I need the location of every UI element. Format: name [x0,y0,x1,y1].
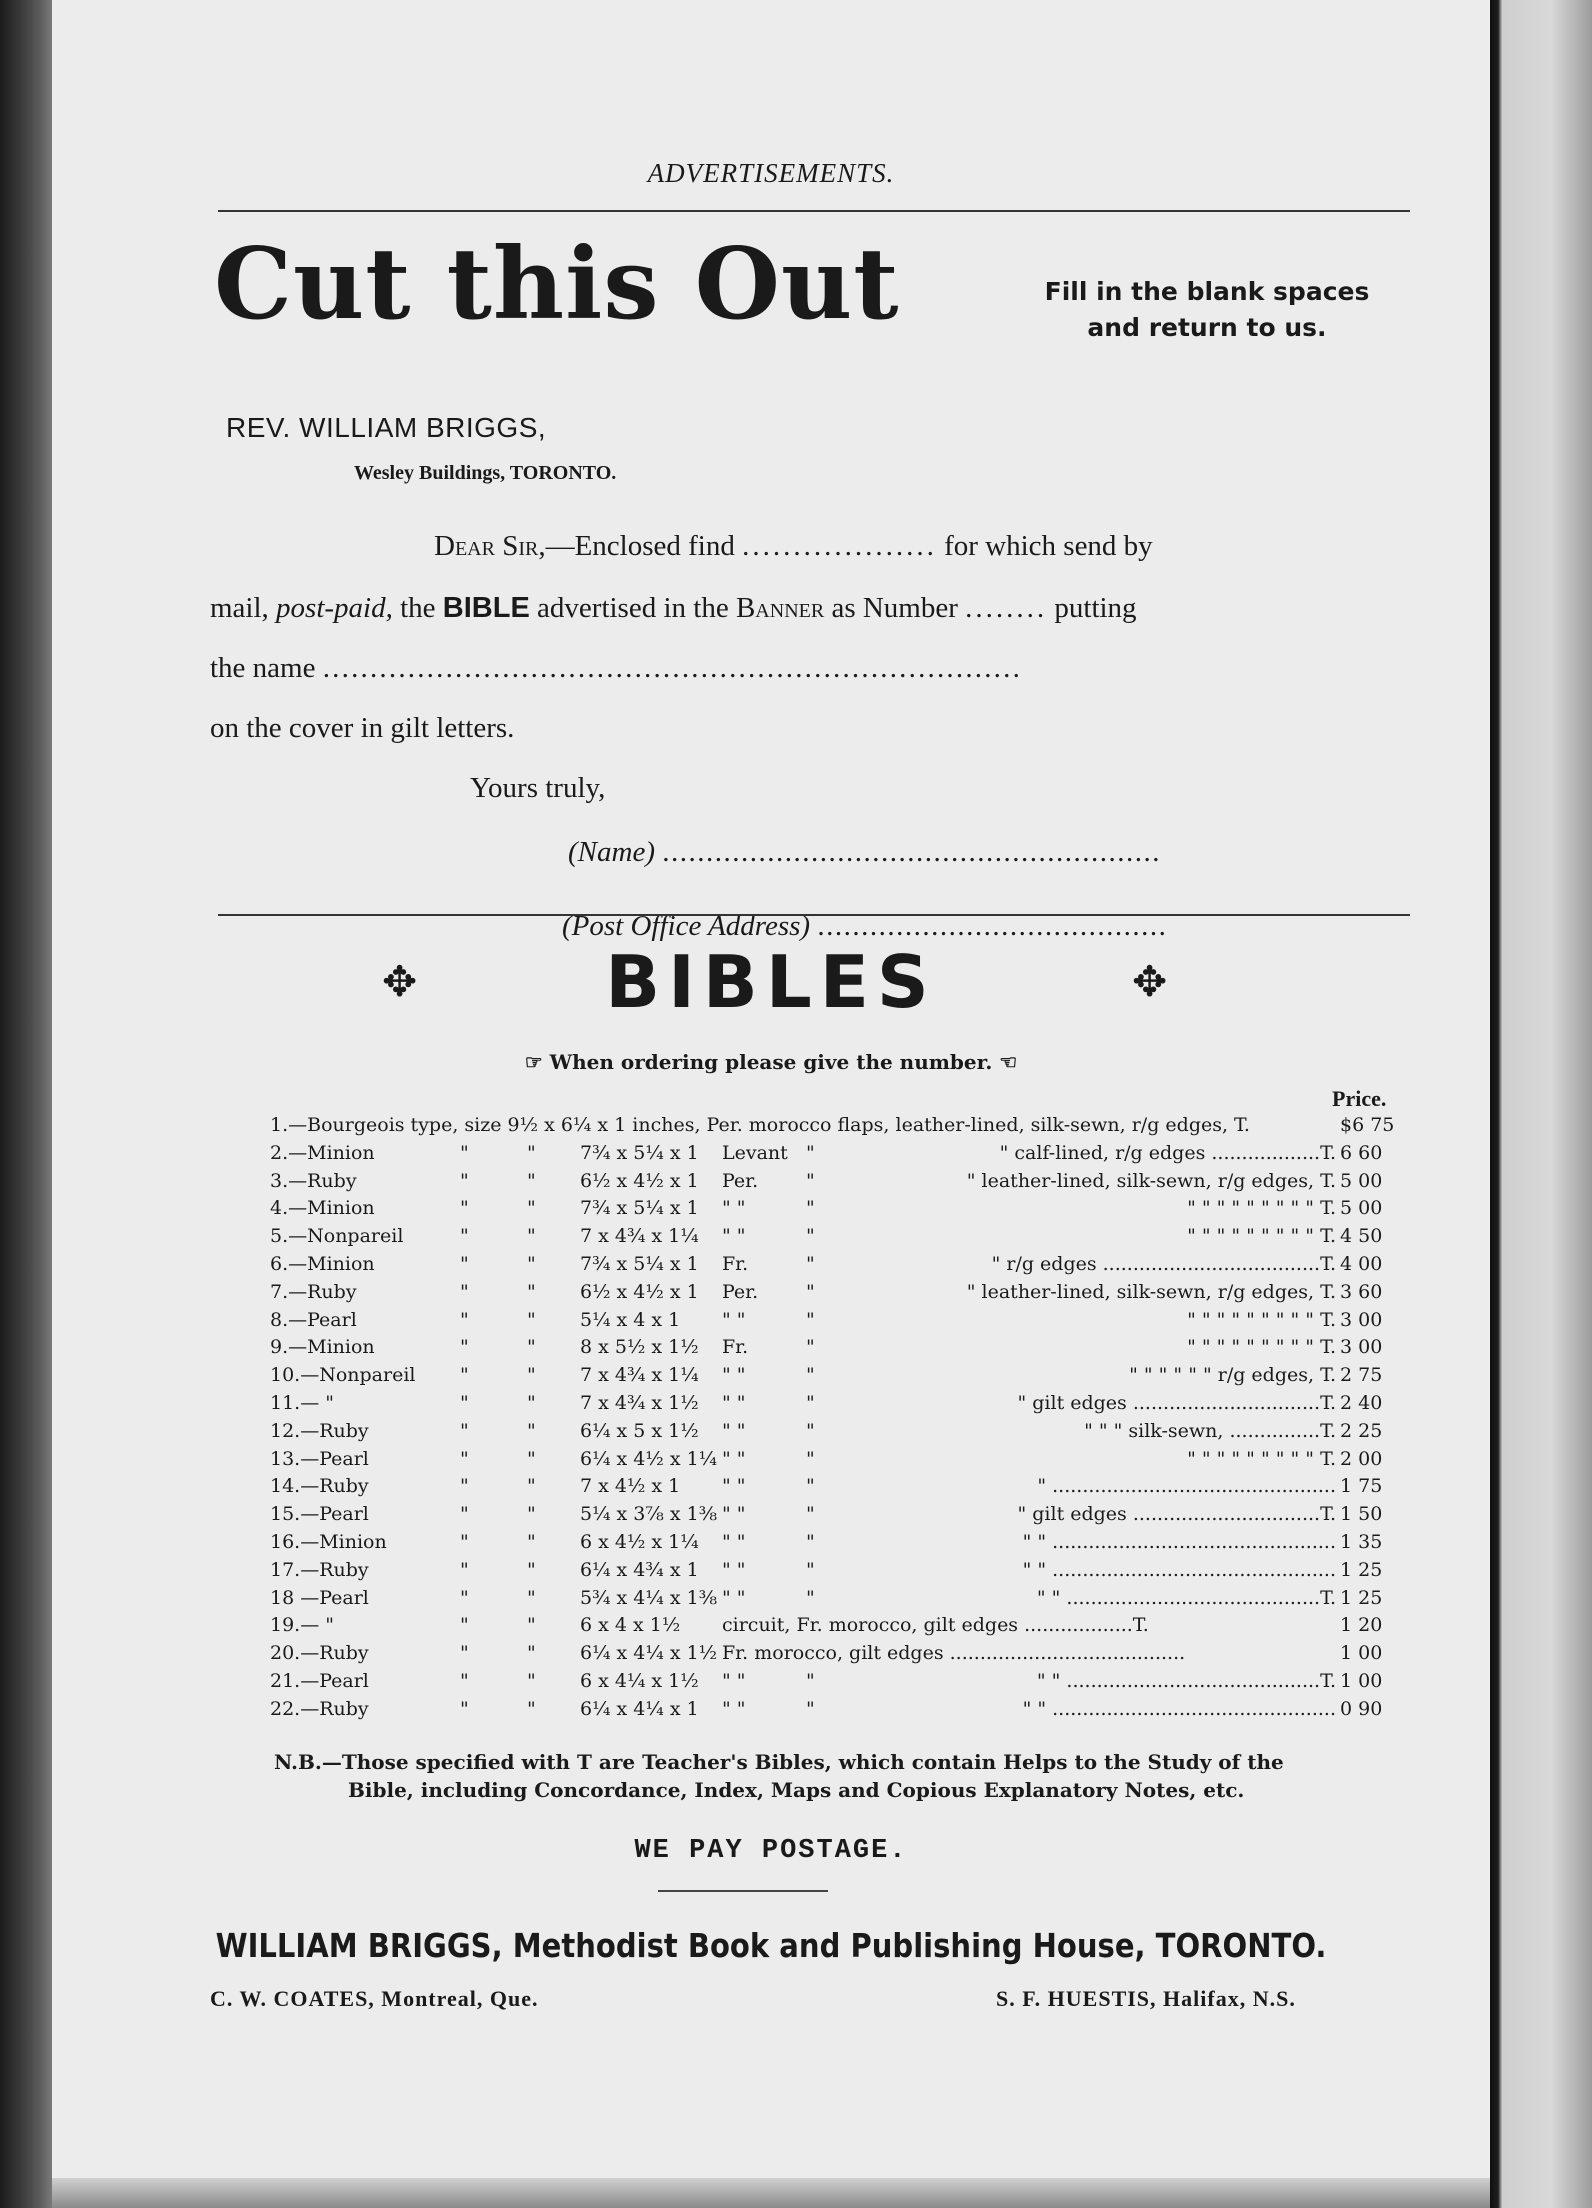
bible-price: 1 35 [1340,1530,1383,1553]
ditto-mark: " [460,1586,469,1609]
bible-binding: " " [722,1697,746,1720]
bible-finish: " " ..........................................T. [1036,1586,1336,1609]
bible-row [270,1362,1410,1390]
name-on-cover-blank[interactable]: .......................................................................... [322,652,1023,684]
ditto-mark: " [806,1308,815,1331]
bible-row [270,1501,1410,1529]
bible-finish: " " ..........................................T. [1036,1669,1336,1692]
ditto-mark: " [806,1197,815,1220]
ditto-mark: " [460,1475,469,1498]
bible-type: 14.—Ruby [270,1475,369,1498]
ditto-mark: " [806,1391,815,1414]
ditto-mark: " [806,1252,815,1275]
bible-size: 7 x 4¾ x 1¼ [580,1225,699,1248]
putting-text: putting [1054,592,1137,624]
ditto-mark: " [806,1503,815,1526]
post-office-blank[interactable]: ........................................ [817,910,1168,942]
bibles-title: BIBLES [605,940,937,1024]
bible-size: 7¾ x 5¼ x 1 [580,1141,699,1164]
running-head: ADVERTISEMENTS. [647,158,895,188]
ditto-mark: " [806,1280,815,1303]
ditto-mark: " [527,1308,536,1331]
enclosed-blank[interactable]: ................... [742,530,937,562]
bible-type: 13.—Pearl [270,1447,369,1470]
bible-price: 1 00 [1340,1669,1383,1692]
bible-row [270,1251,1410,1279]
mail-text: mail, [210,592,269,624]
ditto-mark: " [460,1419,469,1442]
bible-row [270,1334,1410,1362]
bible-price: 1 75 [1340,1475,1383,1498]
bible-binding: " " [722,1225,746,1248]
letter-line-1 [434,530,1153,563]
ditto-mark: " [460,1280,469,1303]
bible-type: 20.—Ruby [270,1642,369,1665]
bible-size: 8 x 5½ x 1½ [580,1336,699,1359]
bible-finish: " gilt edges ...............................T. [1017,1503,1336,1526]
bible-row [270,1529,1410,1557]
bible-price: 2 40 [1340,1391,1383,1414]
bible-row [270,1668,1410,1696]
bible-binding: Per. [722,1280,759,1303]
ditto-mark: " [460,1252,469,1275]
bible-row [270,1195,1410,1223]
bible-type: 8.—Pearl [270,1308,357,1331]
number-blank[interactable]: ........ [965,592,1048,624]
bible-price: 5 00 [1340,1169,1383,1192]
ditto-mark: " [460,1530,469,1553]
bible-size: 6½ x 4½ x 1 [580,1280,699,1303]
ditto-mark: " [527,1336,536,1359]
bible-finish: " gilt edges ...............................T. [1017,1391,1336,1414]
banner-word: Banner [735,592,825,624]
bible-finish: " " " " " " r/g edges, T. [1129,1364,1336,1387]
bible-binding: circuit, Fr. morocco, gilt edges ..................T. [722,1614,1149,1637]
bible-row [270,1279,1410,1307]
ditto-mark: " [460,1447,469,1470]
bible-binding: " " [722,1475,746,1498]
bible-price: 4 00 [1340,1252,1383,1275]
page-bottom-edge [52,2178,1490,2208]
ornament-left-icon: ✥ [382,960,418,1006]
fill-instruction-line1: Fill in the blank spaces [1044,277,1370,306]
bible-finish: " " ............................................... [1022,1530,1336,1553]
ditto-mark: " [460,1225,469,1248]
ditto-mark: " [527,1503,536,1526]
bible-row [270,1223,1410,1251]
bible-finish: " " ............................................... [1022,1558,1336,1581]
bible-size: 7 x 4½ x 1 [580,1475,681,1498]
bible-binding: " " [722,1308,746,1331]
ditto-mark: " [460,1169,469,1192]
bible-row [270,1696,1410,1724]
bible-size: 5¼ x 4 x 1 [580,1308,681,1331]
bible-size: 6 x 4¼ x 1½ [580,1669,699,1692]
cut-this-out-headline: Cut this Out [214,227,900,342]
bible-type: 7.—Ruby [270,1280,357,1303]
ditto-mark: " [806,1364,815,1387]
bible-size: 6¼ x 4¼ x 1 [580,1697,699,1720]
ditto-mark: " [527,1141,536,1164]
bible-price: 3 00 [1340,1308,1383,1331]
letter-line-4: on the cover in gilt letters. [210,712,515,744]
bible-binding: Per. [722,1169,759,1192]
ditto-mark: " [460,1391,469,1414]
ditto-mark: " [460,1364,469,1387]
ditto-mark: " [527,1475,536,1498]
bible-type: 3.—Ruby [270,1169,357,1192]
ditto-mark: " [806,1447,815,1470]
agent-halifax: S. F. HUESTIS, Halifax, N.S. [996,1986,1296,2011]
bible-finish: " ............................................... [1037,1475,1336,1498]
note-line-2: Bible, including Concordance, Index, Maps and Copious Explanatory Notes, etc. [348,1778,1245,1802]
bible-price: 1 00 [1340,1642,1383,1665]
note-line-1: N.B.—Those specified with T are Teacher's Bibles, which contain Helps to the Study of the [274,1750,1284,1774]
bible-type: 12.—Ruby [270,1419,369,1442]
ditto-mark: " [460,1642,469,1665]
ditto-mark: " [460,1558,469,1581]
advertised-text: advertised in the [537,592,729,624]
ditto-mark: " [527,1558,536,1581]
ornament-right-icon: ✥ [1132,960,1168,1006]
bible-row [270,1390,1410,1418]
ditto-mark: " [527,1197,536,1220]
bible-price: 1 25 [1340,1586,1383,1609]
ditto-mark: " [527,1280,536,1303]
bible-type: 18 —Pearl [270,1586,369,1609]
bible-row [270,1140,1410,1168]
middle-rule [218,914,1410,916]
bible-binding: " " [722,1419,746,1442]
ditto-mark: " [527,1364,536,1387]
ditto-mark: " [527,1642,536,1665]
bible-size: 6 x 4½ x 1¼ [580,1530,699,1553]
name-label: (Name) [568,836,655,868]
post-office-label: (Post Office Address) [562,910,811,942]
ditto-mark: " [806,1419,815,1442]
bible-type: 6.—Minion [270,1252,375,1275]
bible-price: 1 20 [1340,1614,1383,1637]
ditto-mark: " [527,1225,536,1248]
ditto-mark: " [806,1475,815,1498]
bible-binding: " " [722,1364,746,1387]
bible-finish: " " " " " " " " " T. [1187,1225,1336,1248]
bible-size: 6¼ x 4¾ x 1 [580,1558,699,1581]
ditto-mark: " [460,1503,469,1526]
ditto-mark: " [460,1697,469,1720]
bible-finish: " leather-lined, silk-sewn, r/g edges, T. [966,1280,1336,1303]
fill-instruction [992,274,1422,346]
agent-montreal: C. W. COATES, Montreal, Que. [210,1986,539,2011]
bible-binding: " " [722,1503,746,1526]
bible-type: 10.—Nonpareil [270,1364,416,1387]
bible-binding: " " [722,1391,746,1414]
ditto-mark: " [806,1169,815,1192]
ditto-mark: " [527,1391,536,1414]
bible-binding: Levant [722,1141,788,1164]
bible-price-list [270,1112,1410,1724]
the-name-text: the name [210,652,316,684]
bible-size: 7 x 4¾ x 1¼ [580,1364,699,1387]
bible-price: 2 25 [1340,1419,1383,1442]
bible-binding: Fr. morocco, gilt edges ....................................... [722,1642,1186,1665]
bible-row [270,1640,1410,1668]
bible-price: $6 75 [1340,1114,1395,1136]
bible-finish: " calf-lined, r/g edges ..................T. [999,1141,1336,1164]
book-edge-right [1490,0,1592,2208]
ditto-mark: " [460,1669,469,1692]
salutation: Dear Sir, [434,530,546,562]
ditto-mark: " [806,1669,815,1692]
book-spine-left [0,0,52,2208]
bible-type: 22.—Ruby [270,1697,369,1720]
ditto-mark: " [527,1169,536,1192]
ditto-mark: " [460,1336,469,1359]
bible-finish: " " ............................................... [1022,1697,1336,1720]
enclosed-text: —Enclosed find [545,530,735,562]
bible-price: 4 50 [1340,1225,1383,1248]
bible-price: 3 60 [1340,1280,1383,1303]
bible-binding: " " [722,1530,746,1553]
bible-row [270,1307,1410,1335]
bible-price: 1 25 [1340,1558,1383,1581]
ditto-mark: " [806,1225,815,1248]
ditto-mark: " [806,1141,815,1164]
bible-size: 7 x 4¾ x 1½ [580,1391,699,1414]
price-column-header: Price. [1332,1086,1387,1111]
bible-size: 6¼ x 4¼ x 1½ [580,1642,718,1665]
ditto-mark: " [806,1586,815,1609]
bible-binding: Fr. [722,1252,749,1275]
bible-finish: " r/g edges ....................................T. [991,1252,1336,1275]
ditto-mark: " [527,1530,536,1553]
ditto-mark: " [527,1669,536,1692]
bible-type: 16.—Minion [270,1530,387,1553]
ditto-mark: " [460,1141,469,1164]
postage-notice: WE PAY POSTAGE. [634,1836,908,1866]
bible-size: 5¾ x 4¼ x 1⅜ [580,1586,718,1609]
bible-description: 1.—Bourgeois type, size 9½ x 6¼ x 1 inches, Per. morocco flaps, leather-lined, silk-sewn, r/g edges, T. [270,1114,1250,1136]
ditto-mark: " [527,1697,536,1720]
bible-type: 15.—Pearl [270,1503,369,1526]
send-by-text: for which send by [944,530,1153,562]
bible-binding: " " [722,1558,746,1581]
bible-row [270,1168,1410,1196]
bible-type: 4.—Minion [270,1197,375,1220]
name-line [568,836,1161,869]
bible-size: 7¾ x 5¼ x 1 [580,1197,699,1220]
bible-binding: " " [722,1669,746,1692]
bible-row [270,1446,1410,1474]
bible-row [270,1112,1410,1140]
post-paid-text: post-paid, [276,592,393,624]
bible-row [270,1612,1410,1640]
ditto-mark: " [460,1308,469,1331]
ditto-mark: " [527,1252,536,1275]
closing: Yours truly, [470,772,606,804]
ditto-mark: " [806,1558,815,1581]
letter-line-2 [210,592,1137,625]
bible-finish: " " " silk-sewn, ...............T. [1084,1419,1336,1442]
bible-size: 6 x 4 x 1½ [580,1614,681,1637]
bible-price: 6 60 [1340,1141,1383,1164]
addressee-location: Wesley Buildings, TORONTO. [354,462,617,484]
bible-size: 6½ x 4½ x 1 [580,1169,699,1192]
bible-type: 21.—Pearl [270,1669,369,1692]
bible-price: 5 00 [1340,1197,1383,1220]
fill-instruction-line2: and return to us. [1087,313,1327,342]
ditto-mark: " [527,1447,536,1470]
bible-price: 2 00 [1340,1447,1383,1470]
addressee-name: REV. WILLIAM BRIGGS, [226,412,547,443]
bible-binding: " " [722,1447,746,1470]
bible-row [270,1473,1410,1501]
bible-size: 5¼ x 3⅞ x 1⅜ [580,1503,718,1526]
ditto-mark: " [527,1614,536,1637]
ditto-mark: " [460,1197,469,1220]
ditto-mark: " [460,1614,469,1637]
teachers-bible-note [274,1748,1394,1804]
ordering-note: ☞ When ordering please give the number. ☜ [524,1050,1018,1074]
bible-price: 1 50 [1340,1503,1383,1526]
bible-finish: " leather-lined, silk-sewn, r/g edges, T. [966,1169,1336,1192]
ditto-mark: " [806,1697,815,1720]
publisher-line: WILLIAM BRIGGS, Methodist Book and Publishing House, TORONTO. [215,1926,1327,1965]
short-rule [658,1890,828,1892]
bible-type: 9.—Minion [270,1336,375,1359]
bible-size: 7¾ x 5¼ x 1 [580,1252,699,1275]
bible-row [270,1418,1410,1446]
ditto-mark: " [806,1530,815,1553]
bible-price: 2 75 [1340,1364,1383,1387]
bible-price: 0 90 [1340,1697,1383,1720]
bible-price: 3 00 [1340,1336,1383,1359]
bible-size: 6¼ x 4½ x 1¼ [580,1447,718,1470]
ditto-mark: " [527,1586,536,1609]
the-text: the [400,592,436,624]
name-blank[interactable]: ......................................................... [662,836,1161,868]
bible-type: 19.— " [270,1614,334,1637]
bible-binding: Fr. [722,1336,749,1359]
ditto-mark: " [527,1419,536,1442]
bible-binding: " " [722,1586,746,1609]
bible-finish: " " " " " " " " " T. [1187,1447,1336,1470]
bible-finish: " " " " " " " " " T. [1187,1336,1336,1359]
bible-type: 2.—Minion [270,1141,375,1164]
letter-line-3 [210,652,1022,685]
bible-row [270,1557,1410,1585]
bible-type: 11.— " [270,1391,334,1414]
bible-word: BIBLE [442,592,530,624]
top-rule [218,210,1410,212]
page [52,0,1490,2208]
bible-finish: " " " " " " " " " T. [1187,1197,1336,1220]
bible-type: 17.—Ruby [270,1558,369,1581]
bible-type: 5.—Nonpareil [270,1225,404,1248]
bible-finish: " " " " " " " " " T. [1187,1308,1336,1331]
as-number-text: as Number [831,592,958,624]
bible-binding: " " [722,1197,746,1220]
ditto-mark: " [806,1336,815,1359]
bible-row [270,1585,1410,1613]
bible-size: 6¼ x 5 x 1½ [580,1419,699,1442]
